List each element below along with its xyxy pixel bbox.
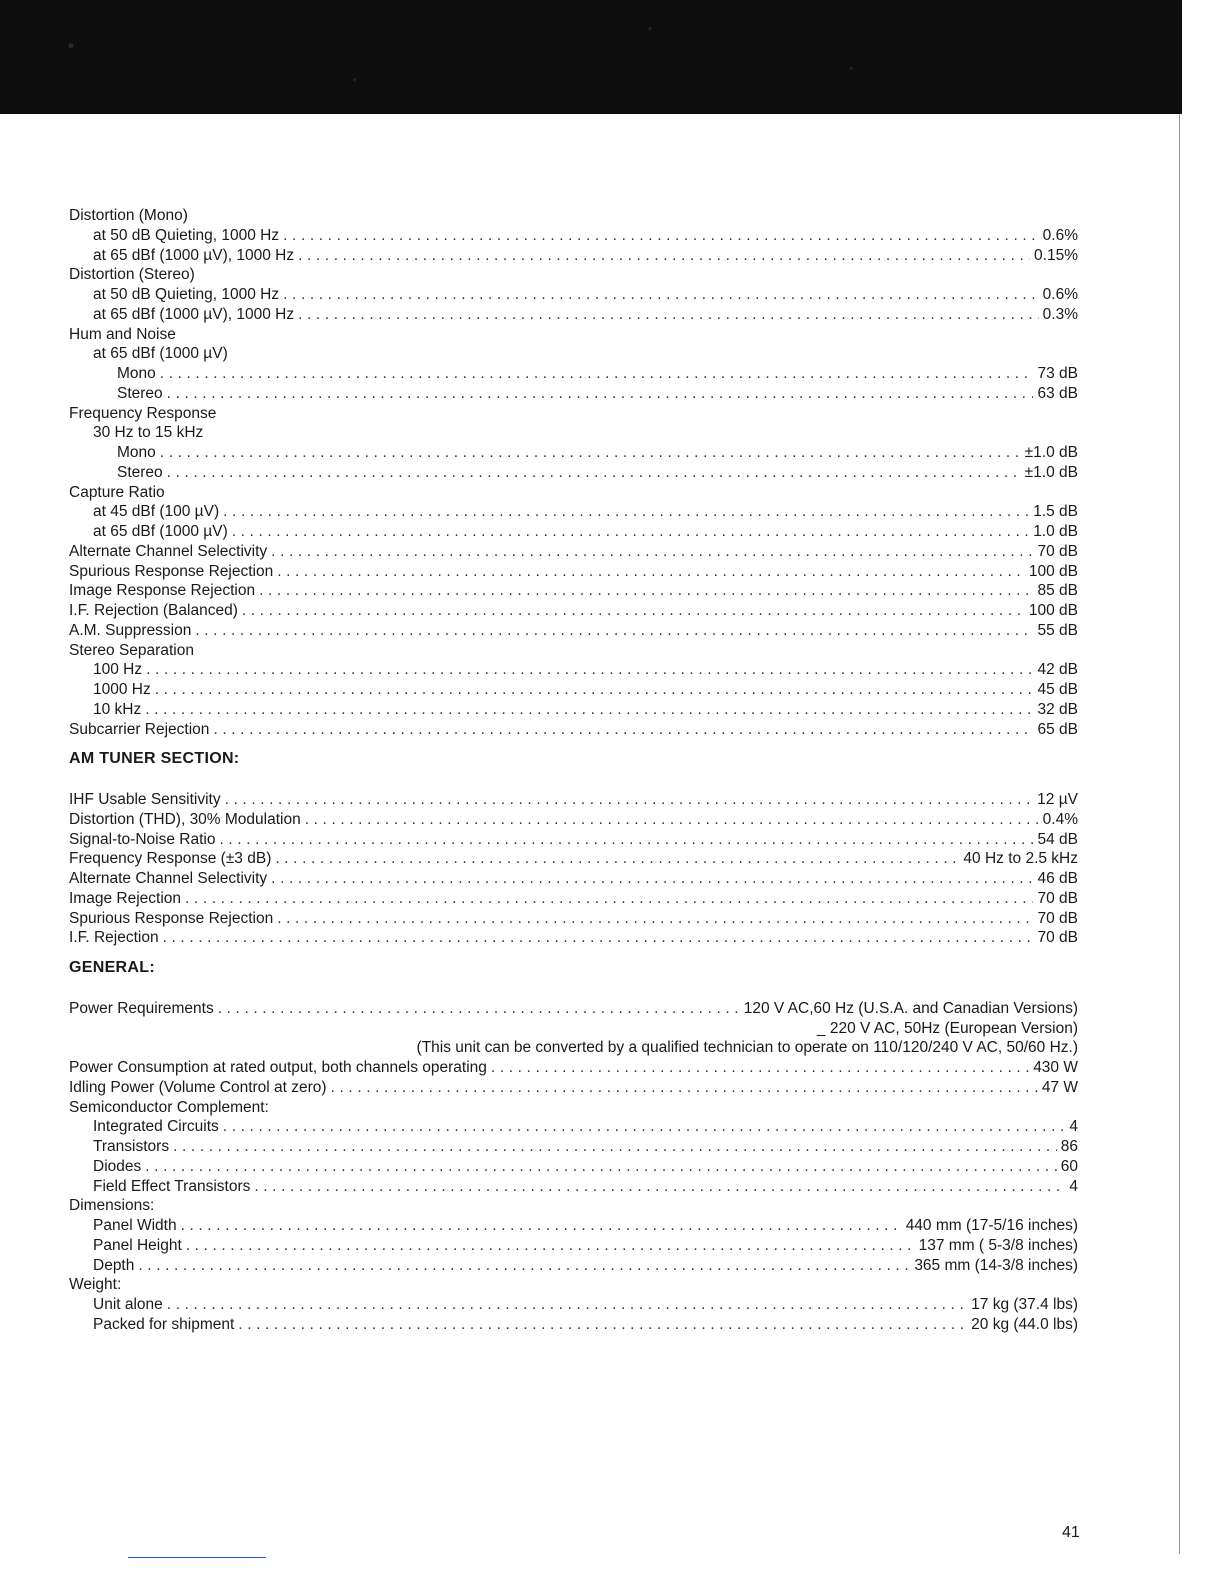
spec-value: 0.15%	[1034, 246, 1078, 264]
leader-dots	[232, 522, 1029, 542]
spec-value: 70 dB	[1037, 542, 1078, 560]
leader-dots	[254, 1177, 1065, 1197]
spec-label: at 65 dBf (1000 µV)	[93, 523, 228, 540]
spec-label: at 65 dBf (1000 µV), 1000 Hz	[93, 305, 295, 323]
spec-value: 60	[1060, 1157, 1078, 1175]
spec-value: 0.4%	[1042, 810, 1078, 828]
spec-group-heading	[69, 483, 1078, 503]
spec-label: 1000 Hz	[93, 681, 151, 698]
leader-dots	[277, 562, 1025, 582]
spec-label: at 50 dB Quieting, 1000 Hz	[93, 286, 280, 303]
spec-label: Transistors	[93, 1138, 170, 1155]
spec-group-heading	[69, 423, 1078, 443]
spec-label: Image Rejection	[69, 889, 182, 907]
spec-row	[69, 502, 1078, 522]
spec-value: 0.3%	[1042, 305, 1078, 323]
spec-value: 42 dB	[1037, 661, 1078, 679]
spec-label: Dimensions:	[69, 1197, 155, 1215]
spec-value: ±1.0 dB	[1024, 444, 1078, 461]
leader-dots	[225, 790, 1034, 810]
spec-label: I.F. Rejection	[69, 929, 159, 947]
spec-value: 0.6%	[1042, 226, 1078, 244]
spec-label: Spurious Response Rejection	[69, 909, 274, 927]
spec-row	[69, 680, 1078, 700]
leader-dots	[277, 909, 1033, 929]
spec-label: Capture Ratio	[69, 483, 165, 501]
spec-value: 73 dB	[1037, 365, 1078, 382]
leader-dots	[491, 1058, 1029, 1078]
spec-row	[69, 720, 1078, 740]
spec-row	[69, 246, 1078, 266]
spec-row	[69, 700, 1078, 720]
leader-dots	[275, 849, 959, 869]
spec-label: Diodes	[93, 1157, 142, 1175]
spec-row	[69, 1216, 1078, 1236]
leader-dots	[167, 1295, 967, 1315]
spec-label: Panel Height	[93, 1236, 182, 1254]
spec-row	[69, 384, 1078, 404]
leader-dots	[238, 1315, 967, 1335]
spec-group-heading	[69, 265, 1078, 285]
leader-dots	[213, 720, 1033, 740]
spec-value: ±1.0 dB	[1024, 463, 1078, 481]
spec-row	[69, 463, 1078, 483]
spec-label: I.F. Rejection (Balanced)	[69, 602, 238, 619]
footer-rule	[128, 1557, 266, 1558]
spec-label: IHF Usable Sensitivity	[69, 791, 221, 808]
spec-label: at 65 dBf (1000 µV)	[93, 345, 228, 363]
spec-group-heading	[69, 206, 1078, 226]
fm-spec-list	[69, 206, 1078, 739]
spec-row	[69, 1157, 1078, 1177]
leader-dots	[283, 285, 1039, 305]
spec-label: at 50 dB Quieting, 1000 Hz	[93, 226, 280, 244]
spec-row	[69, 562, 1078, 582]
leader-dots	[305, 810, 1039, 830]
spec-group-heading	[69, 1275, 1078, 1295]
spec-label: Panel Width	[93, 1217, 177, 1234]
am-section-heading: AM TUNER SECTION:	[69, 750, 240, 768]
spec-row	[69, 1117, 1078, 1137]
spec-value: 20 kg (44.0 lbs)	[971, 1315, 1078, 1333]
spec-label: 100 Hz	[93, 661, 143, 679]
leader-dots	[283, 226, 1039, 246]
spec-row	[69, 226, 1078, 246]
spec-value: 46 dB	[1037, 870, 1078, 887]
spec-row-power-requirements	[69, 999, 1078, 1019]
leader-dots	[160, 364, 1034, 384]
spec-value: 63 dB	[1037, 384, 1078, 402]
spec-label: Image Response Rejection	[69, 582, 256, 600]
spec-value: 32 dB	[1037, 700, 1078, 718]
spec-value: 17 kg (37.4 lbs)	[971, 1296, 1078, 1313]
spec-label: 10 kHz	[93, 700, 142, 718]
spec-label: Mono	[117, 444, 156, 461]
spec-label: Mono	[117, 365, 156, 382]
leader-dots	[145, 700, 1033, 720]
leader-dots	[271, 869, 1033, 889]
spec-value: 100 dB	[1028, 602, 1078, 619]
spec-sheet	[69, 206, 1078, 1335]
spec-label: Subcarrier Rejection	[69, 720, 210, 738]
leader-dots	[185, 889, 1033, 909]
spec-label: Signal-to-Noise Ratio	[69, 830, 216, 848]
spec-row	[69, 443, 1078, 463]
spec-group-heading	[69, 1098, 1078, 1118]
leader-dots	[223, 1117, 1066, 1137]
header-band	[0, 0, 1182, 114]
spec-value: 70 dB	[1037, 929, 1078, 947]
spec-label: Field Effect Transistors	[93, 1177, 251, 1195]
leader-dots	[195, 621, 1033, 641]
spec-value: 40 Hz to 2.5 kHz	[963, 850, 1078, 868]
page-edge-rule	[1179, 114, 1180, 1554]
spec-label: Spurious Response Rejection	[69, 562, 274, 580]
spec-label: Packed for shipment	[93, 1315, 235, 1333]
spec-row	[69, 522, 1078, 542]
spec-row	[69, 1058, 1078, 1078]
spec-value: 4	[1069, 1118, 1078, 1136]
spec-value: 45 dB	[1037, 681, 1078, 698]
spec-value: 100 dB	[1028, 562, 1078, 580]
leader-dots	[271, 542, 1033, 562]
spec-row	[69, 364, 1078, 384]
spec-label: Alternate Channel Selectivity	[69, 542, 268, 560]
spec-row	[69, 928, 1078, 948]
leader-dots	[298, 246, 1030, 266]
spec-label: at 65 dBf (1000 µV), 1000 Hz	[93, 246, 295, 264]
leader-dots	[146, 660, 1033, 680]
spec-row	[69, 1315, 1078, 1335]
leader-dots	[331, 1078, 1038, 1098]
spec-row	[69, 285, 1078, 305]
leader-dots	[298, 305, 1039, 325]
spec-label: A.M. Suppression	[69, 621, 192, 639]
spec-label: Weight:	[69, 1276, 122, 1294]
spec-row	[69, 305, 1078, 325]
spec-group-heading	[69, 325, 1078, 345]
spec-row	[69, 810, 1078, 830]
spec-label: Idling Power (Volume Control at zero)	[69, 1078, 327, 1096]
spec-group-heading	[69, 404, 1078, 424]
spec-value: 1.5 dB	[1033, 503, 1078, 521]
spec-value: 440 mm (17-5/16 inches)	[905, 1217, 1078, 1234]
leader-dots	[219, 830, 1033, 850]
spec-value: 86	[1060, 1138, 1078, 1155]
spec-row	[69, 830, 1078, 850]
spec-row	[69, 601, 1078, 621]
spec-group-heading	[69, 344, 1078, 364]
leader-dots	[259, 581, 1033, 601]
spec-value: 47 W	[1041, 1078, 1078, 1096]
spec-value: 54 dB	[1037, 830, 1078, 848]
spec-value: 85 dB	[1037, 582, 1078, 600]
spec-label: Power Requirements	[69, 999, 214, 1017]
spec-row	[69, 621, 1078, 641]
spec-group-heading	[69, 1196, 1078, 1216]
spec-label: Alternate Channel Selectivity	[69, 870, 268, 887]
spec-row	[69, 869, 1078, 889]
spec-row	[69, 542, 1078, 562]
leader-dots	[218, 999, 740, 1019]
power-requirements-alt: _ 220 V AC, 50Hz (European Version)	[816, 1019, 1078, 1037]
leader-dots	[138, 1256, 910, 1276]
leader-dots	[186, 1236, 915, 1256]
spec-label: Hum and Noise	[69, 325, 176, 343]
spec-label: Distortion (Stereo)	[69, 266, 195, 284]
spec-value: 12 µV	[1037, 791, 1078, 808]
leader-dots	[181, 1216, 902, 1236]
spec-value: 120 V AC,60 Hz (U.S.A. and Canadian Versions)	[743, 999, 1078, 1017]
spec-row	[69, 889, 1078, 909]
spec-value: 0.6%	[1042, 286, 1078, 303]
spec-label: Power Consumption at rated output, both channels operating	[69, 1059, 487, 1076]
leader-dots	[167, 384, 1034, 404]
page-number: 41	[1062, 1524, 1080, 1541]
spec-row	[69, 581, 1078, 601]
spec-label: Stereo	[117, 384, 163, 402]
spec-row	[69, 1295, 1078, 1315]
spec-value: 4	[1069, 1177, 1078, 1195]
spec-label: Unit alone	[93, 1296, 163, 1313]
spec-row	[69, 1256, 1078, 1276]
spec-row	[69, 1177, 1078, 1197]
spec-row	[69, 1236, 1078, 1256]
spec-row	[69, 660, 1078, 680]
spec-value: 365 mm (14-3/8 inches)	[914, 1256, 1078, 1274]
spec-label: Integrated Circuits	[93, 1118, 219, 1136]
spec-value: 70 dB	[1037, 889, 1078, 907]
spec-label: 30 Hz to 15 kHz	[93, 424, 204, 442]
spec-label: Stereo Separation	[69, 641, 194, 659]
spec-value: 1.0 dB	[1033, 523, 1078, 540]
leader-dots	[145, 1157, 1057, 1177]
spec-label: Distortion (THD), 30% Modulation	[69, 810, 301, 828]
spec-row	[69, 909, 1078, 929]
spec-group-heading	[69, 641, 1078, 661]
spec-row	[69, 1137, 1078, 1157]
spec-value: 137 mm ( 5-3/8 inches)	[918, 1236, 1078, 1254]
spec-row	[69, 1078, 1078, 1098]
spec-label: Semiconductor Complement:	[69, 1098, 269, 1116]
spec-label: Distortion (Mono)	[69, 207, 188, 224]
general-section-heading: GENERAL:	[69, 959, 155, 976]
spec-label: Frequency Response	[69, 404, 217, 422]
leader-dots	[242, 601, 1025, 621]
spec-value: 65 dB	[1037, 720, 1078, 738]
general-spec-list	[69, 1058, 1078, 1335]
leader-dots	[173, 1137, 1057, 1157]
spec-label: at 45 dBf (100 µV)	[93, 503, 220, 521]
leader-dots	[163, 928, 1034, 948]
spec-label: Frequency Response (±3 dB)	[69, 850, 272, 868]
spec-row	[69, 849, 1078, 869]
spec-value: 70 dB	[1037, 909, 1078, 927]
leader-dots	[167, 463, 1021, 483]
leader-dots	[155, 680, 1034, 700]
spec-label: Stereo	[117, 463, 163, 481]
spec-row	[69, 790, 1078, 810]
spec-value: 430 W	[1033, 1059, 1078, 1076]
am-spec-list	[69, 790, 1078, 948]
power-requirements-note: (This unit can be converted by a qualified technician to operate on 110/120/240 V AC, 50/60 Hz.)	[416, 1039, 1078, 1057]
spec-label: Depth	[93, 1256, 135, 1274]
leader-dots	[223, 502, 1029, 522]
spec-value: 55 dB	[1037, 621, 1078, 639]
leader-dots	[160, 443, 1021, 463]
